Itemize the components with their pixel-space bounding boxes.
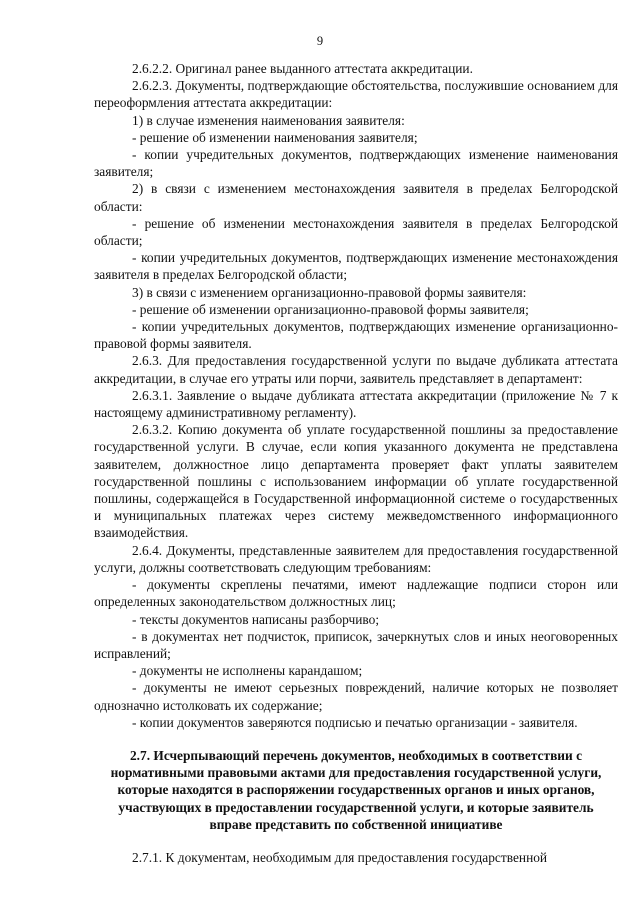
requirement-item: - в документах нет подчисток, приписок, зачеркнутых слов и иных неоговоренных исправлений; [94, 628, 618, 661]
paragraph-2-6-3: 2.6.3. Для предоставления государственной услуги по выдаче дубликата аттестата аккредитации, в случае его утраты или порчи, заявитель представляет в департамент: [94, 353, 618, 386]
list-item: - решение об изменении наименования заявителя; [132, 129, 418, 145]
paragraph-2-6-4: 2.6.4. Документы, представленные заявителем для предоставления государственной услуги, должны соответствовать следующим требованиям: [94, 542, 618, 575]
section-heading-2-7: 2.7. Исчерпывающий перечень документов, необходимых в соответствии с нормативными правовыми актами для предоставления государственной услуги, которые находятся в распоряжении государственных органов и иных органов, участвующих в предоставлении государственной услуги, и которые заявитель вправе представить по собственной инициативе [110, 747, 602, 832]
paragraph-2-7-1: 2.7.1. К документам, необходимым для предоставления государственной [132, 849, 548, 865]
list-item: - копии учредительных документов, подтверждающих изменение местонахождения заявителя в пределах Белгородской области; [94, 250, 618, 283]
paragraph-2-6-2-3: 2.6.2.3. Документы, подтверждающие обстоятельства, послужившие основанием для переоформления аттестата аккредитации: [94, 78, 618, 111]
requirement-item: - документы не исполнены карандашом; [132, 663, 363, 679]
list-item: - копии учредительных документов, подтверждающих изменение наименования заявителя; [94, 147, 618, 180]
paragraph-2-6-2-2: 2.6.2.2. Оригинал ранее выданного аттестата аккредитации. [132, 61, 473, 76]
list-item-location-change: 2) в связи с изменением местонахождения заявителя в пределах Белгородской области: [94, 181, 618, 214]
requirement-item: - документы скреплены печатями, имеют надлежащие подписи сторон или определенных законодательством должностных лиц; [94, 577, 618, 610]
requirement-item: - документы не имеют серьезных повреждений, наличие которых не позволяет однозначно истолковать их содержание; [94, 680, 618, 713]
page-number: 9 [316, 34, 324, 48]
list-item: - копии учредительных документов, подтверждающих изменение организационно-правовой формы заявителя. [94, 319, 618, 352]
list-item-legal-form-change: 3) в связи с изменением организационно-правовой формы заявителя: [132, 284, 527, 300]
document-body [94, 60, 618, 866]
list-item: - решение об изменении местонахождения заявителя в пределах Белгородской области; [94, 215, 618, 249]
requirement-item: - тексты документов написаны разборчиво; [132, 611, 380, 627]
paragraph-2-6-3-1: 2.6.3.1. Заявление о выдаче дубликата аттестата аккредитации (приложение № 7 к настоящему административному регламенту). [94, 387, 618, 421]
requirement-item: - копии документов заверяются подписью и печатью организации - заявителя. [132, 714, 578, 730]
list-item-name-change: 1) в случае изменения наименования заявителя: [132, 112, 405, 128]
paragraph-2-6-3-2: 2.6.3.2. Копию документа об уплате государственной пошлины за предоставление государственной услуги. В случае, если копия указанного документа не представлена заявителем, должностное лицо департамента проверяет факт уплаты заявителем государственной пошлины с использованием информации об уплате государственной пошлины, содержащейся в Государственной информационной системе о государственных и муниципальных платежах через систему межведомственного информационного взаимодействия. [94, 422, 618, 541]
list-item: - решение об изменении организационно-правовой формы заявителя; [132, 301, 529, 317]
